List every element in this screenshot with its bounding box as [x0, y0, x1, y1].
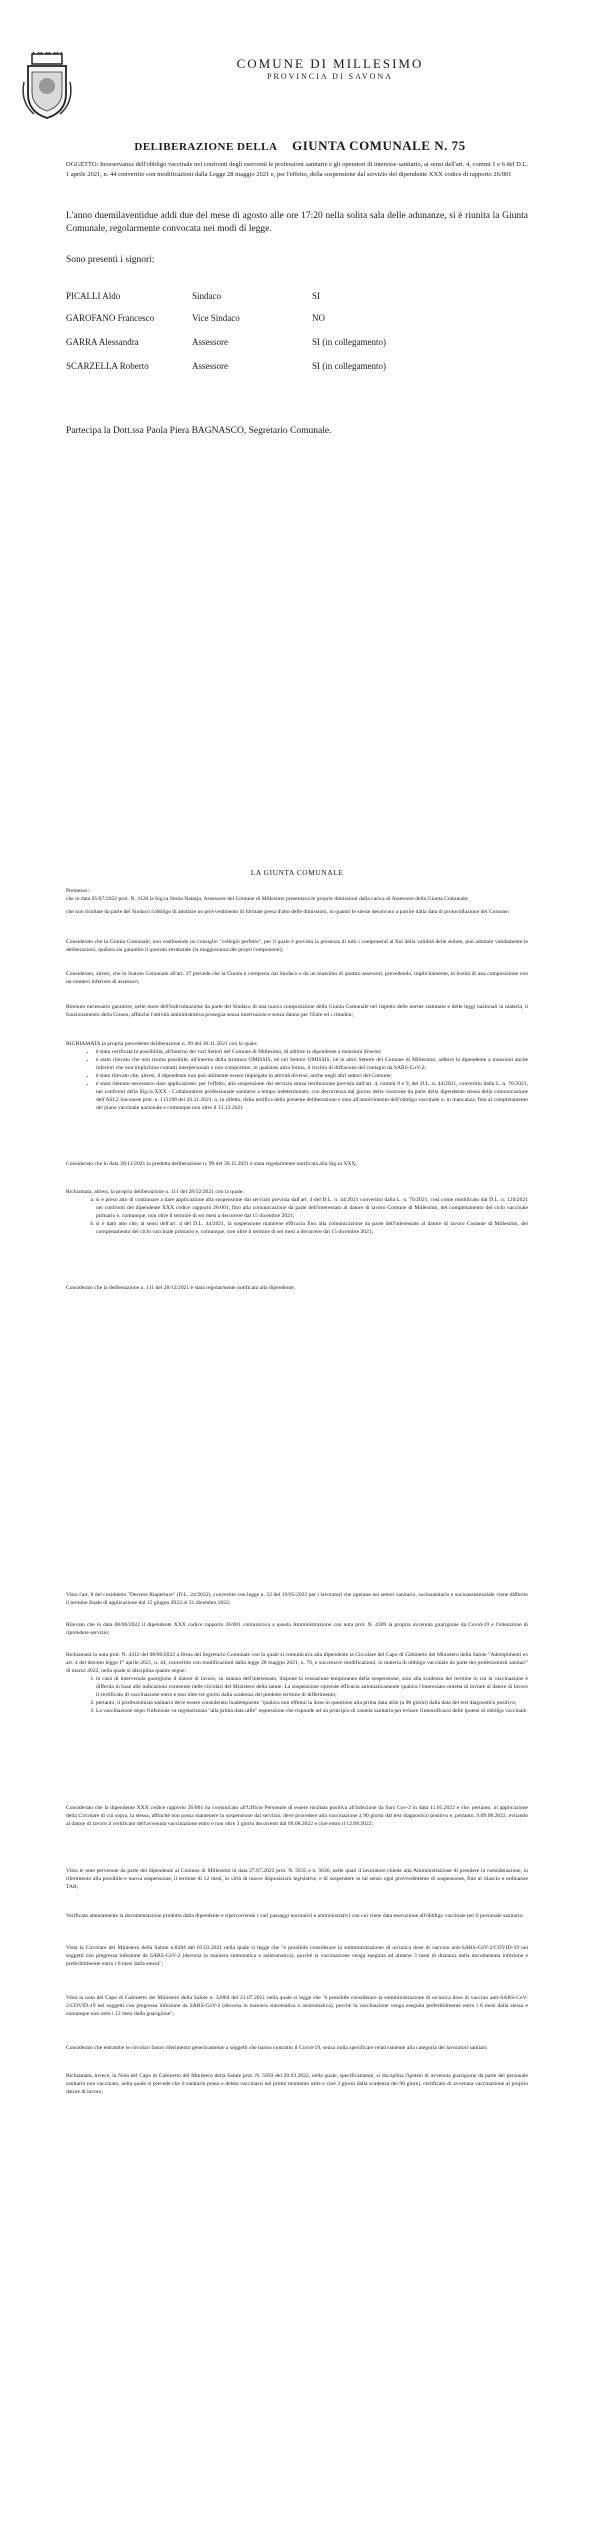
member-role: Vice Sindaco	[192, 313, 240, 323]
paragraph: Richiamata, invece, la Nota del Capo di Gabinetto del Ministero della Salute prot. N. 5059 del 29.03.2022, nella quale, specificamente, si disciplina l'ipotesi di avvenuta guarigione da parte del personale sanitario non vaccinato, nella quale si prevede che il sanitario possa e debba vaccinarsi nel primo momento utile e cioè 3 giorni dalla scadenza dei 90 giorni, certificato di avvenuta vaccinazione al proprio datore di lavoro;	[66, 2073, 528, 2095]
member-row	[66, 313, 536, 325]
coat-of-arms-icon	[22, 52, 72, 122]
paragraph: Considerato che in data 30/11/2021 la predetta deliberazione n. 99 del 30.11.2021 è stata regolarmente notificata alla Sig.ra XXX;	[66, 1161, 357, 1167]
list-item: 2. pertanto, il professionista sanitario deve essere considerato inadempiente "qualora non effettui la dose in questione alla prima data utile (a 90 giorni) dalla data del test diagnostico positivo;	[96, 1699, 528, 1707]
richiamata-block	[66, 1040, 528, 1112]
paragraph: che in data 05/07/2022 prot. N. 3120 la Sig.ra Smita Natasja, Assessore del Comune di Millesimo presentava le proprie dimissioni dalla carica di Assessore della Giunta Comunale;	[66, 896, 469, 902]
paragraph: Verificato attentamente la documentazione prodotta dalla dipendente e ripercorrendo i vari passaggi normativi e amministrativi con cui viene data esecuzione all'obbligo vaccinale per il personale sanitario;	[66, 1913, 524, 1919]
list-item: • è stato rilevato che, altresì, il dipendente non può utilmente essere impiegato in attività diverse, anche negli altri settori del Comune;	[96, 1072, 528, 1080]
paragraph: Considerato che la dipendente XXX codice rapporto 26/001 ha comunicato all'Ufficio Personale di essere risultata positiva all'infezione da Sars Cov-2 in data 11.05.2022 e che, pertanto, in applicazione della Circolare di cui sopra, la stessa, affinché non possa mantenere la sospensione dal servizio, deve procedere alla vaccinazione a 90 giorni dal test diagnostico positivo e, pertanto, 9.09.08.2022, evitando al datore di lavoro il certificato dell'avvenuta vaccinazione entro e non oltre 3 giorni decorrenti dal 09.08.2022 e cioè entro il 12.08.2022;	[66, 1805, 528, 1827]
member-row	[66, 291, 536, 303]
list-item: 1. in caso di intervenuta guarigione il datore di lavoro, su istanza dell'interessato, dispone la cessazione temporanea della sospensione, sino alla scadenza del termine in cui la vaccinazione è differita in base alle indicazioni contenute nelle circolari del Ministero della salute. La sospensione riprende efficacia automaticamente qualora l'interessato ometta di inviare al datore di lavoro il certificato di vaccinazione entro e non oltre tre giorni dalla scadenza del predetto termine di differimento;	[96, 1675, 528, 1699]
deliberation-title-prefix: DELIBERAZIONE DELLA	[134, 141, 277, 153]
paragraph: RICHIAMATA la propria precedente deliberazione n. 99 del 30.11.2021 con la quale:	[66, 1041, 258, 1047]
member-presence: SI (in collegamento)	[312, 337, 386, 347]
paragraph: Considerato, altresì, che lo Statuto Comunale all'art. 17 prevede che la Giunta è composta dal Sindaco e da un massimo di quattro assessori, prevedendo, implicitamente, la liceità di una composizione con un numero inferiore di assessori;	[66, 971, 528, 985]
member-role: Assessore	[192, 361, 228, 371]
member-row	[66, 337, 536, 349]
list-deliberation-111	[66, 1196, 528, 1236]
segretario-text: Partecipa la Dott.ssa Paola Piera BAGNASCO, Segretario Comunale.	[66, 426, 332, 436]
paragraph: Vista la nota del Capo di Gabinetto del Ministero della Salute n. 32884 del 21.07.2021 nella quale si legge che "è possibile considerare la somministrazione di un'unica dose di vaccino anti-SARS-CoV-2/COVID-19 nei soggetti con pregressa infezione da SARS-CoV-2 (decorsa in maniera sintomatica o asintomatica), purché la vaccinazione venga eseguita preferibilmente entro i 6 mesi dalla stessa e comunque non oltre i 12 mesi dalla guarigione";	[66, 1995, 528, 2017]
paragraph: Considerato che la deliberazione n. 111 del 28/12/2021 è stata regolarmente notificata alla dipendente;	[66, 1285, 296, 1291]
comune-name: COMUNE DI MILLESIMO	[236, 56, 424, 71]
member-name: GAROFANO Francesco	[66, 313, 155, 323]
paragraph: che non risultate da parte del Sindaco l'obbligo di adottare un provvedimento di formale presa d'atto delle dimissioni, in quanto le stesse decorrono a partire dalla data di protocollazione del Comune;	[66, 909, 510, 915]
premesso-label: Premesso:	[66, 888, 89, 894]
paragraph: Ritenuto necessario garantire, nelle more dell'individuazione da parte del Sindaco di una nuova composizione della Giunta Comunale nel rispetto delle norme statutarie e delle leggi nazionali in materia, il funzionamento della Giunta, affinché l'attività amministrativa prosegua senza interruzioni e senza danno per l'Ente ed i cittadini;	[66, 1004, 528, 1018]
deliberation-title-main: GIUNTA COMUNALE N. 75	[292, 138, 466, 153]
richiamata-nota-block	[66, 1651, 528, 1715]
paragraph: Considerato che la Giunta Comunale, non costituendo un consiglio "collegio perfetto", per il quale è prevista la presenza di tutti i componenti ai fini della validità delle sedute, può adottare validamente le deliberazioni, qualora sia garantito il quorum strutturale (la maggioranza dei propri componenti);	[66, 939, 528, 953]
premesso-block	[66, 887, 528, 916]
section-title: LA GIUNTA COMUNALE	[250, 868, 344, 877]
oggetto-text: OGGETTO: Inosservanza dell'obbligo vaccinale nei confronti degli esercenti le professioni sanitarie e gli operatori di interesse sanitario, ai sensi dell'art. 4, commi 1 e 6 del D.L. 1 aprile 2021, n. 44 convertito con modificazioni dalla Legge 28 maggio 2021 e, per l'effetto, della sospensione dal servizio del dipendente XXX codice di rapporto 26/001	[66, 161, 528, 178]
member-presence: SI (in collegamento)	[312, 361, 386, 371]
paragraph: Vista la Circolare del Ministero della Salute n.8284 del 03.03.2021 nella quale si legge che "è possibile considerare la somministrazione di un'unica dose di vaccino anti-SARS-CoV-2/COVID-19 nei soggetti con pregressa infezione da SARS-CoV-2 (decorsa in maniera sintomatica o asintomatica), purché la vaccinazione venga eseguita ad almeno 3 mesi di distanza dalla documentata infezione e preferibilmente entro i 6 mesi dalla stessa";	[66, 1945, 528, 1967]
list-item: 3. La vaccinazione dopo l'infezione va regolarizzata "alla prima data utile" espressione che risponde ad un principio di cautela sanitaria per evitare l'intensificarsi delle ipotesi di obbligo vaccinale.	[96, 1707, 528, 1715]
member-name: SCARZELLA Roberto	[66, 361, 149, 371]
provincia-name: PROVINCIA DI SAVONA	[267, 72, 393, 81]
list-item: • è stata verificata la possibilità, all'interno dei vari Settori del Comune di Millesimo, di adibire la dipendente a mansioni diverse;	[96, 1048, 528, 1056]
paragraph: Visto l'art. 8 del cosiddetto "Decreto Riaperture" (D.L. 24/2022), convertito con legge n. 52 del 19/05/2022 per i lavoratori che operano nei settori sanitario, sociosanitario e socioassistenziale viene differito il termine finale di applicazione dal 15 giugno 2022 al 31 dicembre 2022;	[66, 1592, 528, 1606]
presenti-label: Sono presenti i signori:	[66, 255, 155, 265]
list-deliberation-99	[66, 1048, 528, 1112]
paragraph: Considerato che entrambe le circolari fanno riferimento genericamente a soggetti che hanno contratto il Covid-19, senza nulla specificare relativamente alla categoria dei lavoratori sanitari;	[66, 2045, 488, 2051]
session-intro: L'anno duemilaventidue addì due del mese di agosto alle ore 17:20 nella solita sala delle adunanze, si è riunita la Giunta Comunale, regolarmente convocata nei modi di legge.	[66, 211, 528, 234]
member-presence: SI	[312, 291, 321, 301]
member-row	[66, 361, 536, 373]
paragraph: Visto le note pervenute da parte del dipendente al Comune di Millesimo in data 27.07.2022 prot. N. 5635 e n. 5636, nelle quali il lavoratore chiede alla Amministrazione di prendere in considerazione, in riferimento alla possibile e nuova sospensione, il termine di 12 mesi, in virtù di nuove disposizioni legislative, e di sospendere in tal senso ogni provvedimento di sospensione, fino al rilascio e ordinanze TAR;	[66, 1868, 528, 1890]
deliberation-title	[40, 138, 560, 154]
list-item: a. si è preso atto di continuare a dare applicazione alla sospensione dal servizio prevista dall'art. 4 del D.L. n. 44/2021 convertito dalla L. n. 76/2021, così come modificato dal D.L. n. 126/2021 nei confronti del dipendente XXX codice rapporto 26/001, fino alla comunicazione da parte dell'interessato al datore di lavoro Comune di Millesimo, del completamento del ciclo vaccinale primario e, comunque, non oltre il termine di sei mesi a decorrere dal 15 dicembre 2021;	[96, 1196, 528, 1220]
paragraph: Richiamata la nota prot. N. 4312 del 08/06/2022 a firma del Segretario Comunale con la quale si comunicava alla dipendente la Circolare del Capo di Gabinetto del Ministero della Salute "Adempimenti ex art. 4 del decreto legge 1° aprile 2021, n. 44, convertito con modificazioni dalla legge 28 maggio 2021, n. 76, e successive modificazioni, in materia di obbligo vaccinale da parte dei professionisti sanitari" di marzo 2022, nella quale si disciplina quanto segue:	[66, 1652, 528, 1674]
richiamata-altresi-block	[66, 1188, 528, 1236]
paragraph: Rilevato che in data 08/06/2022 il dipendente XXX codice rapporto 26/001 comunicava a questa Amministrazione con nota prot. N. 4309 la propria avvenuta guarigione da Covid-19 e l'intenzione di riprendere servizio;	[66, 1622, 528, 1636]
member-name: GARRA Alessandra	[66, 337, 139, 347]
member-presence: NO	[312, 313, 325, 323]
paragraph: Richiamata, altresì, la propria deliberazione n. 111 del 28/12/2021 con la quale:	[66, 1189, 244, 1195]
member-role: Assessore	[192, 337, 228, 347]
member-name: PICALLI Aldo	[66, 291, 121, 301]
list-item: • è stato rilevato che non risulta possibile, all'interno della struttura OMISSIS, né nel Settore OMISSIS, né in altro Settore del Comune di Millesimo, adibire la dipendente a mansioni anche inferiori che non implichino contatti interpersonali o non comportino, in qualsiasi altra forma, il rischio di diffusione del contagio da SARS-CoV-2;	[96, 1056, 528, 1072]
list-item: b. si è dato atto che, ai sensi dell'art. 4 del D.L. 44/2021, la sospensione mantiene efficacia fino alla comunicazione da parte dell'interessato al datore di lavoro Comune di Millesimo, del completamento del ciclo vaccinale primario e, comunque, non oltre il termine di sei mesi a decorrere dal 15 dicembre 2021;	[96, 1220, 528, 1236]
list-item: • è stato ritenuto necessario dare applicazione, per l'effetto, alla sospensione dal servizio senza retribuzione prevista dall'art. 4, commi 8 e 9, del D.L. n. 44/2021, convertito dalla L. n. 76/2021, nei confronti della Sig.ra XXX - Collaboratore professionale sanitario a tempo indeterminato, con decorrenza dal giorno della ricezione da parte della dipendente stessa della comunicazione dell'ASL2 Savonese prot. n. 113198 del 26.11.2021, o, in difetto, dalla notifica della presente deliberazione e sino all'assolvimento dell'obbligo vaccinale o, in mancanza, fino al completamento del piano vaccinale nazionale e comunque non oltre il 31.12.2021	[96, 1080, 528, 1112]
member-role: Sindaco	[192, 291, 221, 301]
list-circolare	[66, 1675, 528, 1715]
